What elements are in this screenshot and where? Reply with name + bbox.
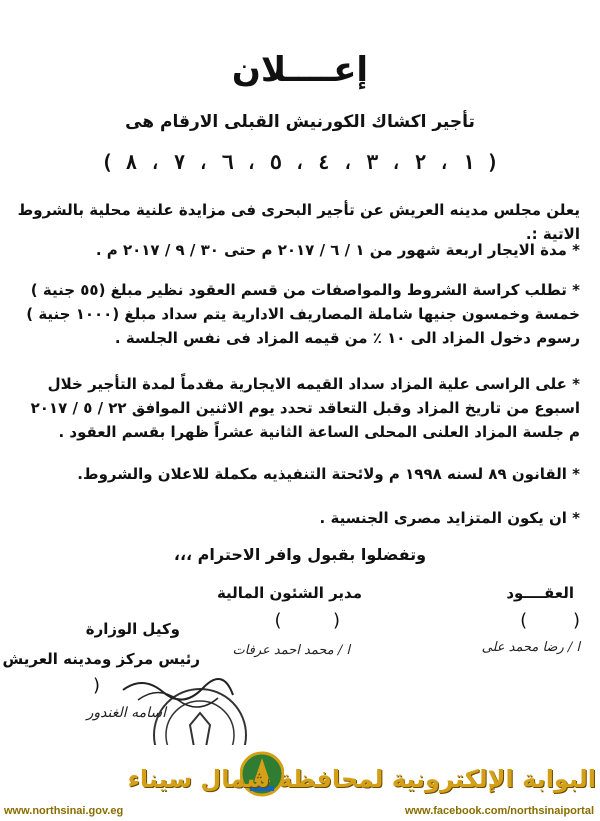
- contracts-name: ا / رضا محمد على: [481, 640, 580, 655]
- intro-paragraph: يعلن مجلس مدينه العريش عن تأجير البحرى فى مزايدة علنية محلية بالشروط الاتية :.: [17, 201, 580, 243]
- document-subtitle: تأجير اكشاك الكورنيش القبلى الارقام هى: [125, 112, 475, 132]
- head-name: اسامه الغندور: [86, 705, 166, 721]
- condition-payment: * على الراسى علية المزاد سداد القيمه الايجارية مقدماً لمدة التأجير خلال اسبوع من تاريخ المزاد وقبل التعاقد تحدد يوم الاثنين الموافق ٢٢ / ٥ / ٢٠١٧ م جلسة المزاد العلنى المحلى الساعة الثانية عشراً ظهرا بقسم العقود .: [30, 375, 580, 441]
- facebook-link[interactable]: www.facebook.com/northsinaiportal: [404, 805, 594, 817]
- finance-name: ا / محمد احمد عرفات: [232, 643, 350, 658]
- website-link[interactable]: www.northsinai.gov.eg: [4, 805, 124, 817]
- contracts-label: العقــــود: [506, 584, 574, 602]
- head-label: رئيس مركز ومدينه العريش: [2, 650, 200, 668]
- finance-label: مدير الشئون المالية: [216, 584, 362, 602]
- ministry-label: وكيل الوزارة: [85, 620, 180, 638]
- kiosk-numbers: ( ١ ، ٢ ، ٣ ، ٤ ، ٥ ، ٦ ، ٧ ، ٨ ): [101, 150, 499, 174]
- portal-footer: [0, 745, 600, 821]
- condition-nationality: * ان يكون المتزايد مصرى الجنسية .: [319, 509, 580, 527]
- condition-duration: * مدة الايجار اربعة شهور من ١ / ٦ / ٢٠١٧ م حتى ٣٠ / ٩ / ٢٠١٧ م .: [95, 241, 580, 259]
- condition-booklet: * تطلب كراسة الشروط والمواصفات من قسم العقود نظير مبلغ (٥٥ جنية ) خمسة وخمسون جنيها شاملة المصاريف الادارية يتم سداد مبلغ (١٠٠٠ جنية ) رسوم دخول المزاد الى ١٠ ٪ من قيمه المزاد فى نفس الجلسة .: [26, 281, 580, 347]
- head-signature-scribble: [118, 670, 238, 710]
- finance-signature: ( ): [274, 610, 340, 631]
- contracts-signature: ( ): [520, 610, 580, 631]
- closing-line: وتفضلوا بقبول وافر الاحترام ،،،: [173, 545, 427, 564]
- condition-law: * القانون ٨٩ لسنه ١٩٩٨ م ولائحتة التنفيذيه مكملة للاعلان والشروط.: [77, 465, 580, 483]
- document-title: إعــــلان: [231, 50, 369, 90]
- head-signature-open: (: [92, 675, 100, 696]
- portal-title: البوابة الإلكترونية لمحافظة شمال سيناء: [127, 765, 596, 793]
